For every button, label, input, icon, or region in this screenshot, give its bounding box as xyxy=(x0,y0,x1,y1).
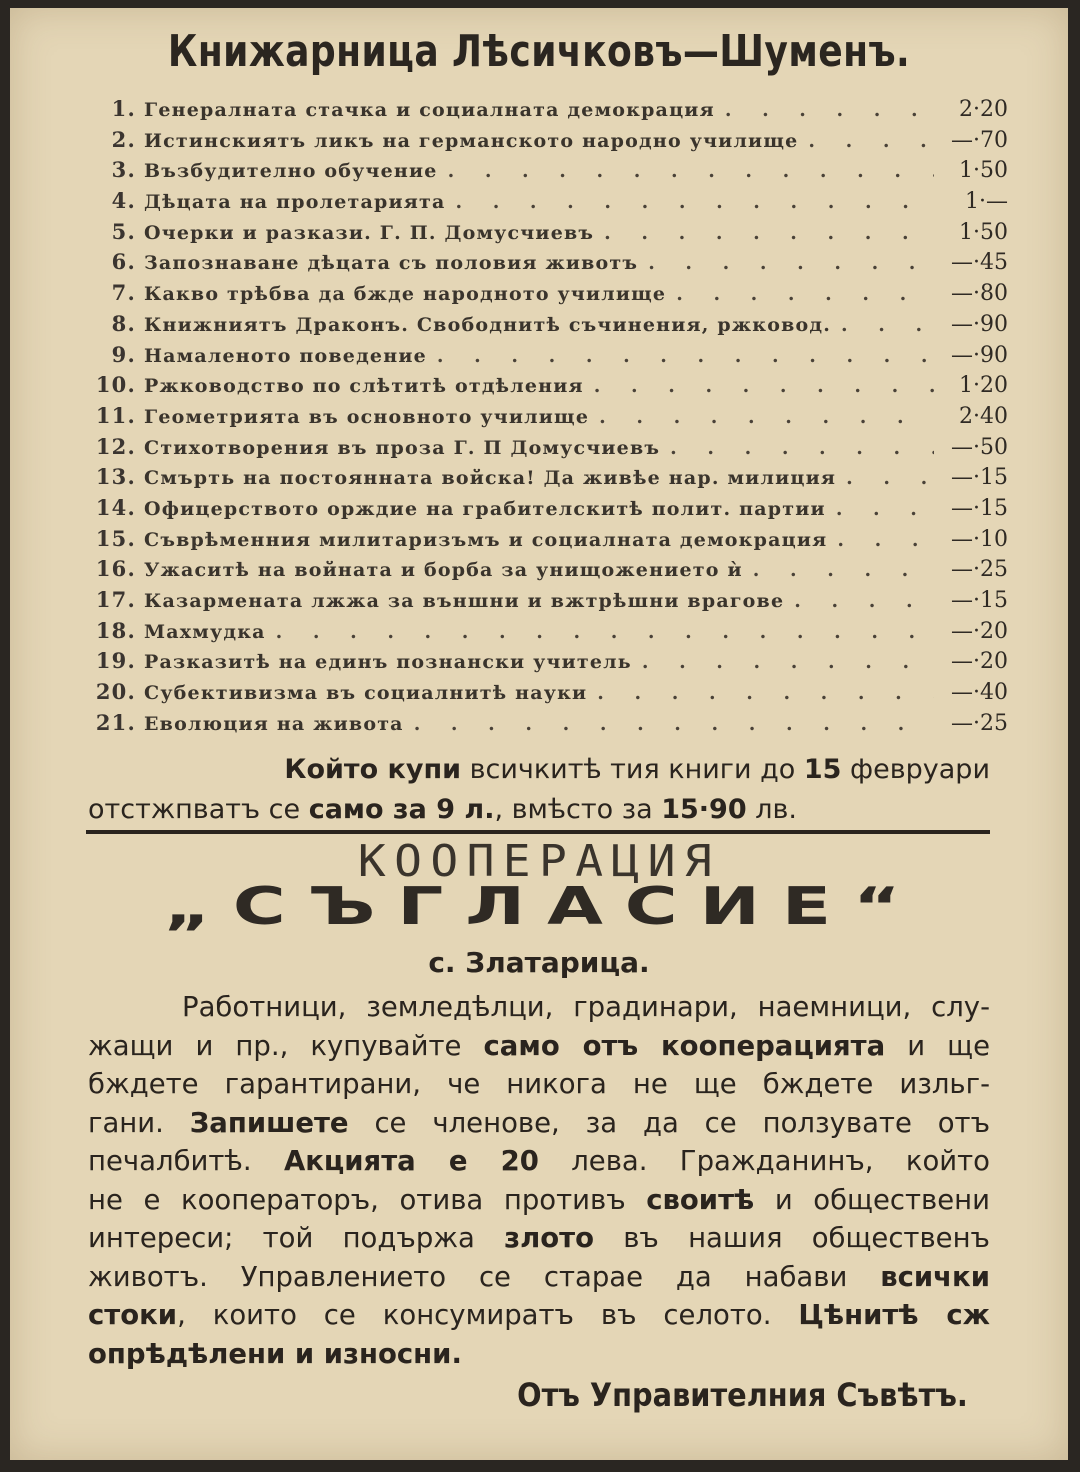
book-title-wrap xyxy=(144,252,934,274)
book-title-wrap xyxy=(144,99,934,121)
book-list-item xyxy=(88,403,1008,434)
book-number: 15. xyxy=(95,525,136,551)
book-number: 1. xyxy=(111,96,136,121)
paragraph-text: животъ. Управлението се старае да набави xyxy=(88,1260,881,1293)
book-number: 6. xyxy=(111,249,136,275)
book-price: —·25 xyxy=(951,557,1008,583)
book-list-item xyxy=(88,434,1008,465)
book-list-item xyxy=(88,188,1008,219)
book-price: 1·— xyxy=(965,189,1008,215)
book-title: Геометрията въ основното училище xyxy=(144,405,590,428)
book-title-wrap xyxy=(144,191,934,213)
book-number: 12. xyxy=(95,433,136,459)
book-price: —·80 xyxy=(951,281,1008,307)
paragraph-line xyxy=(88,1335,990,1374)
book-number: 18. xyxy=(95,617,136,643)
section-divider xyxy=(86,830,990,834)
paragraph-line xyxy=(88,1296,990,1335)
book-list xyxy=(88,96,1008,740)
book-number: 20. xyxy=(95,679,136,705)
book-price: —·40 xyxy=(951,680,1008,706)
book-title-wrap xyxy=(144,130,934,152)
leader-dots xyxy=(827,529,934,551)
book-title: Очерки и разкази. Г. П. Домусчиевъ xyxy=(144,221,595,244)
paragraph-text: бждете гарантирани, че никога не ще бждете изльг- xyxy=(88,1068,990,1100)
leader-dots xyxy=(666,283,934,305)
paragraph-text: и обществени xyxy=(754,1183,990,1216)
book-title-wrap xyxy=(144,467,934,489)
paragraph-line xyxy=(88,1181,990,1220)
book-list-item xyxy=(88,526,1008,557)
emphasized-text: своитѣ xyxy=(646,1183,755,1216)
leader-dots xyxy=(632,651,934,673)
book-title: Какво трѣбва да бжде народното училище xyxy=(144,283,667,306)
book-list-item xyxy=(88,710,1008,741)
book-number: 4. xyxy=(111,188,136,214)
book-number: 11. xyxy=(95,402,136,428)
leader-dots xyxy=(743,559,934,581)
book-title-wrap xyxy=(144,314,934,336)
paragraph-line xyxy=(88,1258,990,1297)
paragraph-text: гани. xyxy=(88,1106,190,1139)
book-price: —·20 xyxy=(951,649,1008,675)
paragraph-text: се членове, за да се ползувате отъ xyxy=(348,1106,990,1139)
paragraph-text: лева. Гражданинъ, който xyxy=(538,1145,990,1177)
book-list-item xyxy=(88,464,1008,495)
leader-dots xyxy=(836,467,934,489)
book-list-item xyxy=(88,127,1008,158)
book-price: —·10 xyxy=(951,526,1008,552)
emphasized-text: само отъ кооперацията xyxy=(483,1029,886,1062)
paragraph-text: , които се консумиратъ въ селото. xyxy=(177,1299,799,1331)
book-title-wrap xyxy=(144,406,934,428)
leader-dots xyxy=(831,314,934,336)
book-title-wrap xyxy=(144,713,934,735)
book-title: Ржководство по слѣтитѣ отдѣления xyxy=(144,375,584,398)
book-number: 13. xyxy=(95,464,136,490)
book-price: 1·50 xyxy=(959,158,1008,184)
book-title: Еволюция на живота xyxy=(144,712,404,735)
emphasized-text: Акцията е 20 xyxy=(283,1145,539,1177)
leader-dots xyxy=(715,99,934,121)
emphasized-text: Цѣнитѣ сж xyxy=(798,1299,991,1331)
book-title-wrap xyxy=(144,621,934,643)
paragraph-line xyxy=(88,1065,990,1104)
offer-month: февруари xyxy=(841,754,990,785)
book-list-item xyxy=(88,648,1008,679)
book-number: 10. xyxy=(95,372,136,398)
book-title: Разказитѣ на единъ познански учитель xyxy=(144,651,632,674)
book-list-item xyxy=(88,157,1008,188)
emphasized-text: злото xyxy=(504,1222,594,1254)
book-title: Възбудително обучение xyxy=(144,160,438,183)
book-title: Истинскиятъ ликъ на германското народно училище xyxy=(144,129,799,152)
book-title-wrap xyxy=(144,375,934,397)
book-price: 1·20 xyxy=(959,373,1008,399)
emphasized-text: опрѣдѣлени и износни. xyxy=(88,1337,462,1370)
leader-dots xyxy=(638,252,934,274)
book-list-item xyxy=(88,372,1008,403)
book-title-wrap xyxy=(144,160,934,182)
leader-dots xyxy=(589,406,934,428)
book-number: 7. xyxy=(111,280,136,306)
book-title: Съврѣменния милитаризъмъ и социалната демокрация xyxy=(144,528,828,551)
book-title: Ужаситѣ на войната и борба за унищожението ѝ xyxy=(144,559,743,582)
coop-brand-name: „СЪГЛАСИЕ“ xyxy=(163,876,923,937)
coop-signature: Отъ Управителния Съвѣтъ. xyxy=(517,1376,968,1414)
book-price: —·90 xyxy=(951,311,1008,337)
book-number: 2. xyxy=(111,126,136,152)
book-list-item xyxy=(88,249,1008,280)
paragraph-line xyxy=(88,988,990,1027)
book-number: 16. xyxy=(95,556,136,582)
offer-line-2 xyxy=(88,790,998,830)
book-title-wrap xyxy=(144,437,934,459)
book-title: Смърть на постоянната войска! Да живѣе нар. милиция xyxy=(144,467,837,490)
bulk-offer xyxy=(88,750,998,830)
book-price: —·15 xyxy=(951,465,1008,491)
offer-instead-text: , вмѣсто за xyxy=(494,794,662,825)
book-title-wrap xyxy=(144,222,934,244)
offer-discount-text: отстжпватъ се xyxy=(88,794,309,825)
book-title: Книжниятъ Драконъ. Свободнитѣ съчинения, ржковод. xyxy=(144,313,832,336)
leader-dots xyxy=(784,590,934,612)
paragraph-text: въ нашия общественъ xyxy=(594,1222,990,1254)
book-list-item xyxy=(88,679,1008,710)
leader-dots xyxy=(584,375,934,397)
paragraph-text: не е кооператоръ, отива противъ xyxy=(88,1183,647,1216)
leader-dots xyxy=(266,621,934,643)
book-price: —·70 xyxy=(951,127,1008,153)
book-list-item xyxy=(88,96,1008,127)
paragraph-text: интереси; той подържа xyxy=(88,1222,505,1254)
coop-heading: КООПЕРАЦИЯ xyxy=(357,836,721,887)
paragraph-text: жащи и пр., купувайте xyxy=(88,1029,484,1062)
book-title: Офицерството орждие на грабителскитѣ полит. партии xyxy=(144,497,826,520)
paragraph-line xyxy=(88,1142,990,1181)
offer-who-buys: Който купи xyxy=(284,754,462,785)
paragraph-text: Работници, земледѣлци, градинари, наемници, слу- xyxy=(182,991,990,1023)
leader-dots xyxy=(798,130,934,152)
book-title: Генералната стачка и социалната демокрация xyxy=(144,99,715,121)
book-price: —·50 xyxy=(951,434,1008,460)
book-title-wrap xyxy=(144,498,934,520)
book-title: Махмудка xyxy=(144,620,266,643)
leader-dots xyxy=(660,437,934,459)
paragraph-line xyxy=(88,1027,990,1066)
book-number: 17. xyxy=(95,587,136,612)
book-title: Дѣцата на пролетарията xyxy=(144,191,446,214)
offer-line-1 xyxy=(88,750,998,790)
coop-appeal-paragraph xyxy=(88,988,990,1373)
book-number: 14. xyxy=(95,494,136,520)
book-price: 2·20 xyxy=(959,97,1008,122)
leader-dots xyxy=(427,345,934,367)
book-title: Намаленото поведение xyxy=(144,344,427,367)
book-title-wrap xyxy=(144,283,934,305)
leader-dots xyxy=(438,160,934,182)
book-number: 5. xyxy=(111,218,136,244)
book-price: 1·50 xyxy=(959,219,1008,245)
book-price: —·90 xyxy=(951,342,1008,368)
book-title-wrap xyxy=(144,529,934,551)
book-list-item xyxy=(88,311,1008,342)
offer-full-price: 15·90 xyxy=(661,794,747,825)
paragraph-text: печалбитѣ. xyxy=(88,1145,284,1177)
book-number: 8. xyxy=(111,310,136,336)
book-number: 9. xyxy=(111,341,136,367)
book-number: 3. xyxy=(111,157,136,183)
emphasized-text: всички xyxy=(880,1260,990,1293)
leader-dots xyxy=(587,682,934,704)
book-title-wrap xyxy=(144,559,934,581)
book-title-wrap xyxy=(144,345,934,367)
book-title: Казармената лжжа за външни и вжтрѣшни врагове xyxy=(144,590,785,612)
book-price: —·15 xyxy=(951,495,1008,521)
leader-dots xyxy=(826,498,934,520)
offer-date-number: 15 xyxy=(803,754,842,785)
coop-village: с. Златарица. xyxy=(428,946,650,979)
book-list-item xyxy=(88,219,1008,250)
bookstore-title: Книжарница Лѣсичковъ—Шуменъ. xyxy=(167,26,911,77)
leader-dots xyxy=(594,222,934,244)
book-list-item xyxy=(88,342,1008,373)
offer-currency: лв. xyxy=(746,794,797,825)
book-list-item xyxy=(88,556,1008,587)
book-number: 21. xyxy=(95,709,136,735)
newspaper-page xyxy=(10,8,1068,1460)
paragraph-text: и ще xyxy=(885,1029,991,1062)
book-price: —·45 xyxy=(951,250,1008,276)
emphasized-text: Запишете xyxy=(189,1106,349,1139)
book-list-item xyxy=(88,618,1008,649)
offer-text: всичкитѣ тия книги до xyxy=(461,754,804,785)
book-price: —·20 xyxy=(951,618,1008,644)
book-title: Стихотворения въ проза Г. П Домусчиевъ xyxy=(144,436,661,459)
paragraph-line xyxy=(88,1104,990,1143)
book-title-wrap xyxy=(144,590,934,612)
book-price: 2·40 xyxy=(959,403,1008,429)
book-title-wrap xyxy=(144,682,934,704)
book-title-wrap xyxy=(144,651,934,673)
paragraph-line xyxy=(88,1219,990,1258)
book-title: Запознаване дѣцата съ половия животъ xyxy=(144,252,639,275)
book-list-item xyxy=(88,587,1008,618)
book-list-item xyxy=(88,280,1008,311)
book-number: 19. xyxy=(95,648,136,674)
book-price: —·25 xyxy=(951,710,1008,736)
leader-dots xyxy=(445,191,934,213)
book-price: —·15 xyxy=(951,588,1008,613)
emphasized-text: стоки xyxy=(88,1299,178,1331)
offer-price: само за 9 л. xyxy=(308,794,495,825)
book-title: Субективизма въ социалнитѣ науки xyxy=(144,682,588,705)
leader-dots xyxy=(404,713,934,735)
book-list-item xyxy=(88,495,1008,526)
